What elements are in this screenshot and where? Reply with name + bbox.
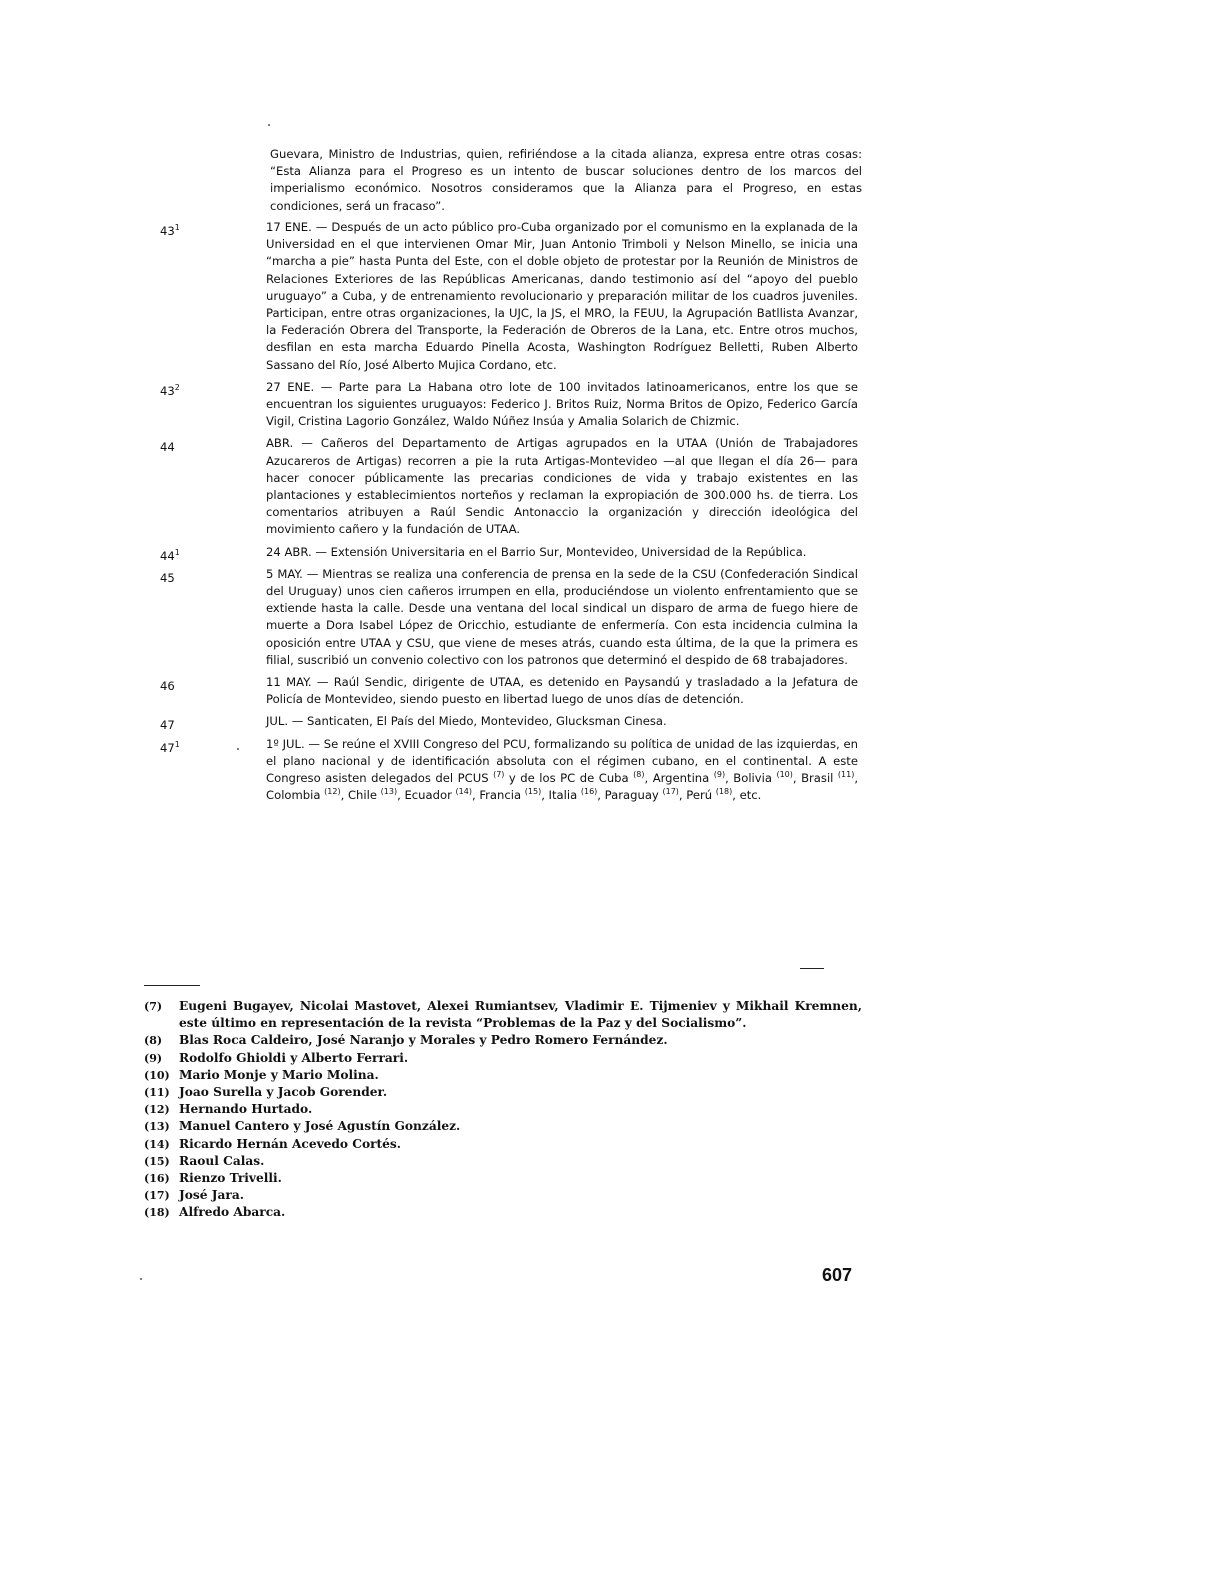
entry-text: 17 ENE. — Después de un acto público pro-Cuba organizado por el comunismo en la explanada de la Universidad en el que intervienen Omar Mir, Juan Antonio Trimboli y Nelson Minello, se inicia una “marcha a pie” hasta Punta del Este, con el doble objeto de protestar por la Reunión de Ministros de Relaciones Exteriores de las Repúblicas Americanas, dando testimonio así del “apoyo del pueblo uruguayo” a Cuba, y de entrenamiento revolucionario y preparación militar de los cuadros juveniles. Participan, entre otras organizaciones, la UJC, la JS, el MRO, la FEUU, la Agrupación Batllista Avanzar, la Federación Obrera del Transporte, la Federación de Obreros de la Lana, etc. Entre otros muchos, desfilan en esta marcha Eduardo Pinella Acosta, Washington Rodríguez Belletti, Ruben Alberto Sassano del Río, José Alberto Mujica Cordano, etc. bbox=[266, 220, 858, 372]
footnote-text: Hernando Hurtado. bbox=[179, 1102, 313, 1117]
entry-number: 46 bbox=[160, 678, 175, 693]
footnote-ref: (15) bbox=[524, 787, 542, 797]
footnote-number: (9) bbox=[144, 1051, 163, 1065]
footnote-text: Joao Surella y Jacob Gorender. bbox=[179, 1085, 388, 1100]
footnote-ref: (17) bbox=[662, 787, 679, 797]
entry-45 bbox=[160, 566, 862, 669]
continuation-dash bbox=[800, 968, 824, 969]
footnote bbox=[144, 1187, 862, 1204]
chronology-entries bbox=[160, 219, 862, 810]
intro-paragraph: Guevara, Ministro de Industrias, quien, refiriéndose a la citada alianza, expresa entre otras cosas: “Esta Alianza para el Progreso es un intento de buscar soluciones dentro de los marcos del imperialismo económico. Nosotros consideramos que la Alianza para el Progreso, en estas condiciones, será un fracaso”. bbox=[270, 147, 862, 213]
footnote bbox=[144, 1050, 862, 1067]
footnote-ref: (7) bbox=[493, 770, 505, 780]
entry-number: 45 bbox=[160, 570, 175, 585]
entry-47-1 bbox=[160, 736, 862, 805]
scan-speck bbox=[140, 1278, 142, 1280]
entry-43-1 bbox=[160, 219, 862, 374]
entry-number: $43^2$ bbox=[160, 382, 180, 398]
footnote-number: (15) bbox=[144, 1154, 170, 1168]
footnote bbox=[144, 1204, 862, 1221]
footnote-text: Rodolfo Ghioldi y Alberto Ferrari. bbox=[179, 1050, 409, 1065]
entry-number: 47 bbox=[160, 718, 175, 733]
entry-text: 1º JUL. — Se reúne el XVIII Congreso del PCU, formalizando su política de unidad de las izquierdas, en el plano nacional y de identificación absoluta con el régimen cubano, en el continental. A este Congreso asisten delegados del PCUS $^{(7)}$ y de los PC de Cuba $^{(8)}$, Argentina $^{(9)}$, Bolivia $^{(10)}$, Brasil $^{(11)}$, Colombia $^{(12)}$, Chile $^{(13)}$, Ecuador $^{(14)}$, Francia $^{(15)}$, Italia $^{(16)}$, Paraguay $^{(17)}$, Perú $^{(18)}$, etc. bbox=[266, 736, 859, 803]
footnote-ref: (12) bbox=[324, 787, 341, 797]
footnote-ref: (10) bbox=[776, 770, 793, 780]
footnote bbox=[144, 1118, 862, 1135]
footnote-text: Manuel Cantero y José Agustín González. bbox=[179, 1119, 461, 1134]
entry-44 bbox=[160, 435, 862, 538]
footnote-text: José Jara. bbox=[179, 1188, 244, 1203]
footnote-text: Alfredo Abarca. bbox=[179, 1205, 286, 1220]
footnote bbox=[144, 1170, 862, 1187]
footnote-number: (7) bbox=[144, 1000, 163, 1013]
footnote-ref: (11) bbox=[837, 770, 855, 780]
footnote bbox=[144, 1067, 862, 1084]
entry-47 bbox=[160, 713, 862, 733]
footnote bbox=[144, 1101, 862, 1118]
entry-number: $47^1$ bbox=[160, 739, 180, 755]
page-number: 607 bbox=[822, 1265, 853, 1285]
footnote-text: Rienzo Trivelli. bbox=[179, 1171, 282, 1186]
footnote-number: (10) bbox=[144, 1068, 170, 1082]
entry-46 bbox=[160, 674, 862, 708]
footnote-ref: (14) bbox=[455, 787, 472, 797]
footnote bbox=[144, 1084, 862, 1101]
entry-text: ABR. — Cañeros del Departamento de Artigas agrupados en la UTAA (Unión de Trabajadores Azucareros de Artigas) recorren a pie la ruta Artigas-Montevideo —al que llegan el día 26— para hacer conocer públicamente las precarias condiciones de vida y trabajo existentes en las plantaciones y establecimientos norteños y reclaman la expropiación de 300.000 hs. de tierra. Los comentarios atribuyen a Raúl Sendic Antonaccio la organización y dirección ideológica del movimiento cañero y la fundación de UTAA. bbox=[266, 436, 858, 537]
footnote-text: Blas Roca Caldeiro, José Naranjo y Morales y Pedro Romero Fernández. bbox=[179, 1033, 668, 1048]
scan-speck bbox=[268, 124, 270, 126]
footnote-text: Eugeni Bugayev, Nicolai Mastovet, Alexei Rumiantsev, Vladimir E. Tijmeniev y Mikhail Kremnen, este último en representación de la revista “Problemas de la Paz y del Socialismo”. bbox=[179, 999, 862, 1031]
footnote bbox=[144, 1032, 862, 1049]
footnote-ref: (8) bbox=[633, 770, 645, 780]
footnote-number: (18) bbox=[144, 1206, 170, 1220]
entry-text: 5 MAY. — Mientras se realiza una conferencia de prensa en la sede de la CSU (Confederación Sindical del Uruguay) unos cien cañeros irrumpen en ella, produciéndose un violento enfrentamiento que se extiende hasta la calle. Desde una ventana del local sindical un disparo de arma de fuego hiere de muerte a Dora Isabel López de Oricchio, estudiante de enfermería. Con esta incidencia culmina la oposición entre UTAA y CSU, que viene de meses atrás, cuando esta última, de la que la primera es filial, suscribió un convenio colectivo con los patronos que determinó el despido de 68 trabajadores. bbox=[266, 566, 858, 667]
footnote-text: Mario Monje y Mario Molina. bbox=[179, 1067, 379, 1082]
footnote bbox=[144, 1136, 862, 1153]
footnote-text: Ricardo Hernán Acevedo Cortés. bbox=[179, 1136, 402, 1151]
entry-text: 11 MAY. — Raúl Sendic, dirigente de UTAA, es detenido en Paysandú y trasladado a la Jefatura de Policía de Montevideo, siendo puesto en libertad luego de unos días de detención. bbox=[266, 675, 858, 707]
footnote-number: (13) bbox=[144, 1120, 170, 1134]
entry-44-1 bbox=[160, 544, 862, 561]
entry-number: $44^1$ bbox=[160, 547, 180, 563]
entry-text: 27 ENE. — Parte para La Habana otro lote de 100 invitados latinoamericanos, entre los que se encuentran los siguientes uruguayos: Federico J. Britos Ruiz, Norma Britos de Opizo, Federico García Vigil, Cristina Lagorio González, Waldo Núñez Insúa y Amalia Solarich de Chizmic. bbox=[266, 379, 858, 429]
footnotes bbox=[144, 998, 862, 1222]
footnote bbox=[144, 1153, 862, 1170]
footnote-number: (14) bbox=[144, 1137, 170, 1151]
entry-43-2 bbox=[160, 379, 862, 431]
footnote-number: (16) bbox=[144, 1172, 170, 1186]
entry-number: $43^1$ bbox=[160, 223, 180, 238]
footnote-number: (17) bbox=[144, 1189, 170, 1203]
footnote-ref: (13) bbox=[380, 787, 398, 797]
entry-text: JUL. — Santicaten, El País del Miedo, Montevideo, Glucksman Cinesa. bbox=[266, 714, 667, 729]
entry-number: 44 bbox=[160, 440, 175, 455]
footnote-number: (8) bbox=[144, 1034, 163, 1048]
footnote-ref: (16) bbox=[580, 787, 598, 797]
footnote-number: (11) bbox=[144, 1086, 170, 1100]
footnote-text: Raoul Calas. bbox=[179, 1153, 265, 1168]
footnote-rule bbox=[144, 985, 200, 986]
footnote-number: (12) bbox=[144, 1103, 170, 1117]
footnote bbox=[144, 998, 862, 1032]
footnote-ref: (18) bbox=[715, 787, 733, 797]
entry-text: 24 ABR. — Extensión Universitaria en el Barrio Sur, Montevideo, Universidad de la República. bbox=[266, 544, 807, 559]
footnote-ref: (9) bbox=[713, 770, 726, 780]
